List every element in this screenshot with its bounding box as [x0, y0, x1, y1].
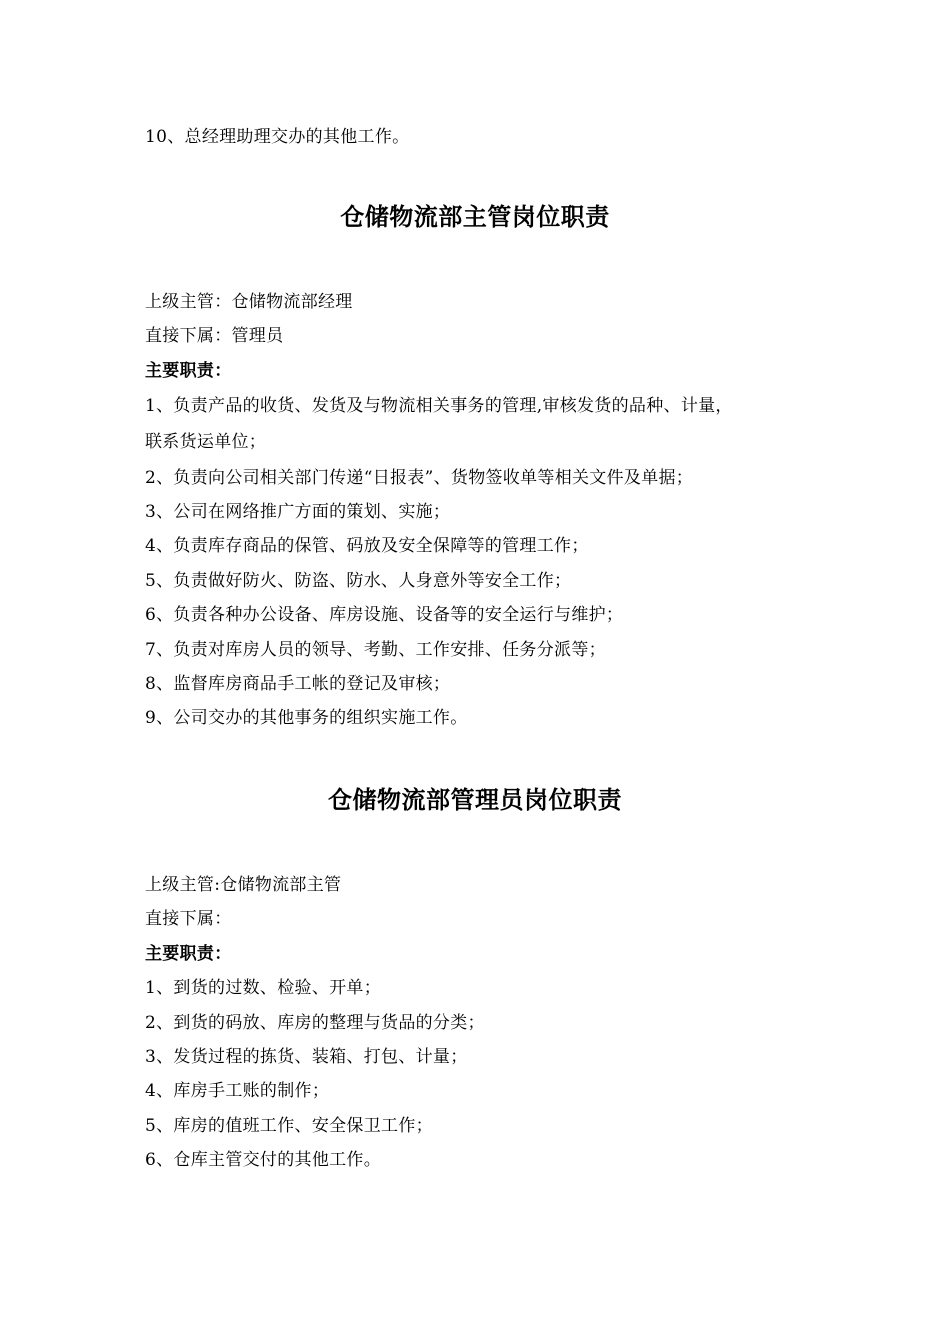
section2-duty-item: 1、到货的过数、检验、开单； — [145, 978, 382, 998]
section1-duty-item: 3、公司在网络推广方面的策划、实施； — [145, 502, 451, 522]
section1-duties-label: 主要职责： — [145, 361, 232, 381]
section2-duty-item: 5、库房的值班工作、安全保卫工作； — [145, 1116, 433, 1136]
section1-duty-item: 6、负责各种办公设备、库房设施、设备等的安全运行与维护； — [145, 605, 624, 625]
section2-duties-label: 主要职责： — [145, 944, 232, 964]
section2-duty-item: 2、到货的码放、库房的整理与货品的分类； — [145, 1013, 485, 1033]
section1-duty-item: 4、负责库存商品的保管、码放及安全保障等的管理工作； — [145, 536, 589, 556]
section1-title: 仓储物流部主管岗位职责 — [340, 202, 610, 231]
section2-duty-item: 3、发货过程的拣货、装箱、打包、计量； — [145, 1047, 468, 1067]
section1-superior: 上级主管：仓储物流部经理 — [145, 292, 353, 312]
section1-duty-item: 7、负责对库房人员的领导、考勤、工作安排、任务分派等； — [145, 640, 606, 660]
section1-duty-item: 8、监督库房商品手工帐的登记及审核； — [145, 674, 451, 694]
section1-duty-item: 9、公司交办的其他事务的组织实施工作。 — [145, 708, 468, 728]
section2-superior: 上级主管:仓储物流部主管 — [145, 875, 342, 895]
section2-duty-item: 4、库房手工账的制作； — [145, 1081, 330, 1101]
section2-duty-item: 6、仓库主管交付的其他工作。 — [145, 1150, 382, 1170]
section2-subordinate: 直接下属： — [145, 909, 232, 929]
section1-duty-item: 5、负责做好防火、防盗、防水、人身意外等安全工作； — [145, 571, 572, 591]
section1-duty-item: 1、负责产品的收货、发货及与物流相关事务的管理,审核发货的品种、计量， — [145, 396, 733, 416]
section2-title: 仓储物流部管理员岗位职责 — [328, 785, 622, 814]
section1-duty-item: 2、负责向公司相关部门传递“日报表”、货物签收单等相关文件及单据； — [145, 468, 694, 488]
section1-subordinate: 直接下属：管理员 — [145, 326, 284, 346]
section1-duty-item: 联系货运单位； — [145, 432, 267, 452]
intro-item-10: 10、总经理助理交办的其他工作。 — [145, 127, 410, 147]
